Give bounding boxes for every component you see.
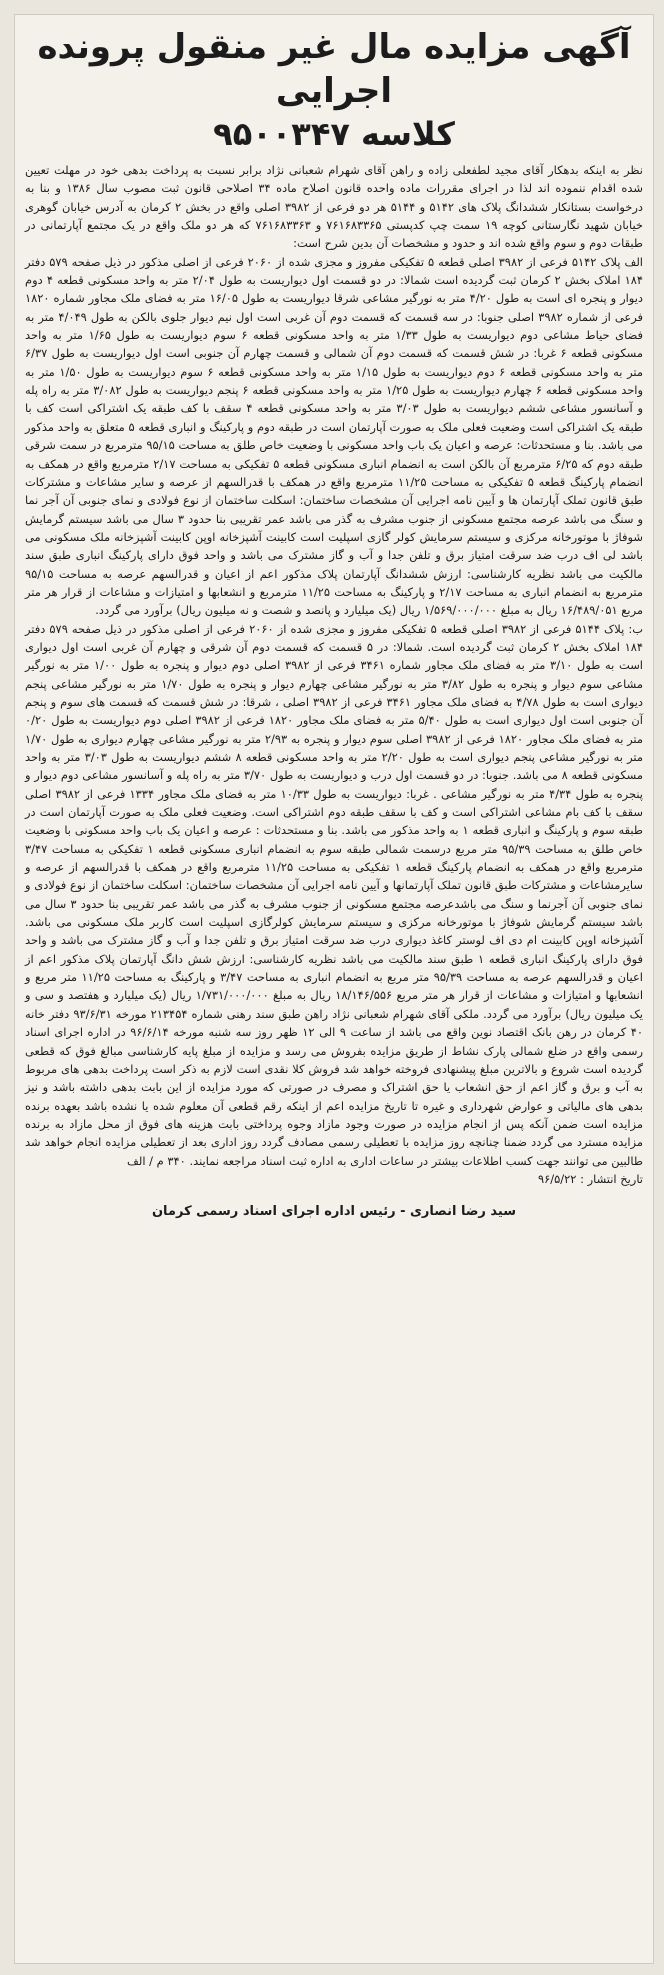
notice-body: [15, 161, 653, 1170]
notice-title: آگهی مزایده مال غیر منقول پرونده اجرایی: [37, 27, 631, 111]
notice-intro-paragraph: نظر به اینکه بدهکار آقای مجید لطفعلی زاده و راهن آقای شهرام شعبانی نژاد برابر نسبت به پرداخت بدهی خود در مهلت تعیین شده اقدام ننموده اند لذا در اجرای مقررات ماده واحده قانون اصلاح ماده ۳۴ اصلاحی قانون ثبت مصوب سال ۱۳۸۶ و بنا به درخواست بستانکار ششدانگ پلاک های ۵۱۴۲ و ۵۱۴۴ هر دو فرعی از ۳۹۸۲ اصلی واقع در بخش ۲ کرمان به آدرس خیابان گوهری خیابان شهید نگارستانی کوچه ۱۹ سمت چپ کدپستی ۷۶۱۶۸۳۳۶۵ و ۷۶۱۶۸۳۳۶۳ که هر دو ملک واقع در یک مجتمع آپارتمانی در طبقات دوم و سوم واقع شده اند و حدود و مشخصات آن بدین شرح است:: [25, 163, 644, 251]
property-b-paragraph: ب: پلاک ۵۱۴۴ فرعی از ۳۹۸۲ اصلی قطعه ۵ تفکیکی مفروز و مجزی شده از ۲۰۶۰ فرعی از اصلی مذکور در ذیل صفحه ۵۷۹ دفتر ۱۸۴ املاک بخش ۲ کرمان ثبت گردیده است. شمالا: در ۵ قسمت که قسمت دوم آن شرقی و چهارم آن غربی است اول دیواری است به طول ۳/۱۰ متر به فضای ملک مجاور شماره ۳۴۶۱ فرعی از ۳۹۸۲ اصلی دوم دیوار و پنجره به طول ۱/۰۰ متر به نورگیر مشاعی سوم دیوار و پنجره به طول ۳/۸۲ متر به نورگیر مشاعی چهارم دیوار و پنجره به طول ۱/۷۰ متر به نورگیر مشاعی پنجم دیواری است به طول ۴/۷۸ به فضای ملک مجاور ۳۴۶۱ فرعی از ۳۹۸۲ اصلی ، شرقا: در شش قسمت که قسمت های سوم و پنجم آن جنوبی است اول دیواری است به طول ۵/۴۰ متر به فضای ملک مجاور ۱۸۲۰ فرعی از ۳۹۸۲ اصلی دوم دیواریست به طول ۰/۲۰ متر به فضای ملک مجاور ۱۸۲۰ فرعی از ۳۹۸۲ اصلی سوم دیوار و پنجره به ۲/۹۳ متر به نورگیر مشاعی چهارم دیواری به طول ۱/۷۰ متر به نورگیر مشاعی پنجم دیواری است به طول ۲/۲۰ متر به واحد مسکونی قطعه ۸ ششم دیواریست به طول ۳/۰۳ متر به واحد مسکونی قطعه ۸ می باشد. جنوبا: در دو قسمت اول درب و دیواریست به طول ۳/۷۰ متر به راه پله و آسانسور مشاعی دوم دیوار و پنجره به طول ۴/۳۴ متر به نورگیر مشاعی . غربا: دیواریست به طول ۱۰/۳۳ متر به فضای ملک مجاور ۱۳۳۴ فرعی از ۳۹۸۲ اصلی سقف با کف بام مشاعی اشتراکی است و کف با سقف طبقه دوم اشتراکی است. وضعیت فعلی ملک به صورت آپارتمان است در طبقه سوم و پارکینگ و انباری قطعه ۱ به واحد مذکور می باشد. بنا و مستحدثات : عرصه و اعیان یک باب واحد مسکونی با وضعیت خاص طلق به مساحت ۹۵/۳۹ متر مربع درسمت شمالی طبقه سوم به انضمام انباری مسکونی قطعه ۱ تفکیکی به مساحت ۳/۴۷ مترمربع واقع در همکف به انضمام پارکینگ قطعه ۱ تفکیکی به مساحت ۱۱/۲۵ مترمربع واقع در همکف با قدرالسهم از عرصه و سایرمشاعات و مشترکات طبق قانون تملک آپارتمانها و آیین نامه اجرایی آن مشخصات ساختمان: اسکلت ساختمان از نوع فولادی و نمای جنوبی آن آجرنما و سنگ می باشدعرصه مجتمع مسکونی از جنوب مشرف به گذر می باشد عمر تقریبی بنا حدود ۳ سال می باشد سیستم گرمایش شوفاژ با موتورخانه مرکزی و سیستم سرمایش کولرگازی اسپلیت است کاربر ملک مسکونی می باشد. آشپزخانه اوپن کابینت ام دی اف لوستر کاغذ دیواری درب ضد سرقت امتیاز برق و تلفن جدا و آب و گاز مشترک می باشد و واحد فوق دارای پارکینگ انباری قطعه ۱ طبق سند مالکیت می باشد نظریه کارشناسی: ارزش شش دانگ آپارتمان پلاک مذکور اعم از اعیان و قدرالسهم عرصه به مساحت ۹۵/۳۹ متر مربع به انضمام انباری به مساحت ۳/۴۷ و پارکینگ به مساحت ۱۱/۲۵ متر مربع و انشعابها و امتیازات و مشاعات از قرار هر متر مربع ۱۸/۱۴۶/۵۵۶ ریال به مبلغ ۱/۷۳۱/۰۰۰/۰۰۰ ریال (یک میلیارد و هفتصد و سی و یک میلیون ریال) برآورد می گردد. ملکی آقای شهرام شعبانی نژاد راهن طبق سند رهنی شماره ۲۱۳۴۵۴ مورخه ۹۳/۶/۳۱ دفتر خانه ۴۰ کرمان در رهن بانک اقتصاد نوین واقع می باشد از ساعت ۹ الی ۱۲ ظهر روز سه شنبه مورخه ۹۶/۶/۱۴ در اداره اجرای اسناد رسمی واقع در ضلع شمالی پارک نشاط از طریق مزایده بفروش می رسد و مزایده از مبلغ پایه کارشناسی مبالغ فوق که قطعی گردیده است شروع و بالاترین مبلغ پیشنهادی فروخته خواهد شد فروش کلا نقدی است لازم به ذکر است پرداخت بدهی های مربوط به آب و برق و گاز اعم از حق انشعاب یا حق اشتراک و مصرف در صورتی که مورد مزایده از این بابت بدهی داشته باشد و نیز بدهی های مالیاتی و عوارض شهرداری و غیره تا تاریخ مزایده اعم از اینکه رقم قطعی آن معلوم شده یا نشده باشد بعهده برنده مزایده است ضمن آنکه پس از انجام مزایده در صورت وجود مازاد وجوه پرداختی بابت هزینه های فوق از محل مازاد به برنده مزایده مسترد می گردد ضمنا چنانچه روز مزایده با تعطیلی رسمی مصادف گردد روز اداری بعد از تعطیلی مزایده انجام خواهد شد طالبین می توانند جهت کسب اطلاعات بیشتر در ساعات اداری به اداره ثبت اسناد مراجعه نمایند. ۳۴۰ م / الف: [25, 621, 644, 1168]
signature-line: سید رضا انصاری - رئیس اداره اجرای اسناد رسمی کرمان: [151, 1203, 517, 1219]
property-a-paragraph: الف پلاک ۵۱۴۲ فرعی از ۳۹۸۲ اصلی قطعه ۵ تفکیکی مفروز و مجزی شده از ۲۰۶۰ فرعی از اصلی مذکور در ذیل صفحه ۵۷۹ دفتر ۱۸۴ املاک بخش ۲ کرمان ثبت گردیده است شمالا: در دو قسمت اول دیواریست به طول ۲/۰۴ متر به واحد مسکونی قطعه ۴ دوم دیوار و پنجره ای است به طول ۴/۲۰ متر به نورگیر مشاعی شرقا دیواریست به طول ۱۶/۰۵ متر به فضای ملک مجاور شماره ۱۸۲۰ فرعی از شماره ۳۹۸۲ اصلی جنوبا: در سه قسمت که قسمت دوم آن غربی است اول نیم دیوار جلوی بالکن به طول ۴/۰۴۹ متر به فضای حیاط مشاعی دوم دیواریست به طول ۱/۳۳ متر به واحد مسکونی قطعه ۶ سوم دیواریست به طول ۱/۶۵ متر به واحد مسکونی قطعه ۶ غربا: در شش قسمت که قسمت دوم آن شمالی و قسمت چهارم آن جنوبی است اول دیواریست به طول ۶/۳۷ متر به واحد مسکونی قطعه ۶ دوم دیواریست به طول ۱/۱۵ متر به واحد مسکونی قطعه ۶ سوم دیواریست به طول ۱/۵۰ متر به واحد مسکونی قطعه ۶ چهارم دیواریست به طول ۱/۲۵ متر به واحد مسکونی قطعه ۶ پنجم دیواریست به طول ۳/۰۸۲ متر به راه پله و آسانسور مشاعی ششم دیواریست به طول ۳/۰۳ متر به واحد مسکونی قطعه ۴ سقف با کف طبقه یک اشتراکی است کف با طبقه یک اشتراکی است وضعیت فعلی ملک به صورت آپارتمان است در طبقه دوم و پارکینگ و انباری قطعه ۵ متعلق به واحد مذکور می باشد. بنا و مستحدثات: عرصه و اعیان یک باب واحد مسکونی با وضعیت خاص طلق به مساحت ۹۵/۱۵ مترمربع در سمت شرقی طبقه دوم که ۶/۲۵ مترمربع آن بالکن است به انضمام انباری مسکونی قطعه ۵ تفکیکی به مساحت ۲/۱۷ مترمربع واقع در همکف به انضمام پارکینگ قطعه ۵ تفکیکی به مساحت ۱۱/۲۵ مترمربع واقع در همکف با قدرالسهم از عرصه و سایر مشاعات و مشترکات طبق قانون تملک آپارتمان ها و آیین نامه اجرایی آن مشخصات ساختمان: اسکلت ساختمان از نوع فولادی و نمای جنوبی آن آجر نما و سنگ می باشد عرصه مجتمع مسکونی از جنوب مشرف به گذر می باشد عمر تقریبی بنا حدود ۳ سال می باشد سیستم گرمایش شوفاژ با موتورخانه مرکزی و سیستم سرمایش کولر گازی اسپلیت است کابینت آشپزخانه اوپن کابینت آشپزخانه ملک مسکونی می باشد لی اف درب ضد سرقت امتیاز برق و تلفن جدا و آب و گاز مشترک می باشد و واحد فوق دارای پارکینگ انباری طبق سند مالکیت می باشد نظریه کارشناسی: ارزش ششدانگ آپارتمان پلاک مذکور اعم از اعیان و قدرالسهم عرصه به مساحت ۹۵/۱۵ مترمربع به انضمام انباری به مساحت ۲/۱۷ و پارکینگ به مساحت ۱۱/۲۵ مترمربع و انشعابها و امتیازات و مشاعات از قرار هر متر مربع ۱۶/۴۸۹/۰۵۱ ریال به مبلغ ۱/۵۶۹/۰۰۰/۰۰۰ ریال (یک میلیارد و پانصد و شصت و نه میلیون ریال) برآورد می گردد.: [25, 254, 644, 618]
publish-date: تاریخ انتشار : ۹۶/۵/۲۲: [538, 1171, 643, 1186]
newspaper-notice-clipping: [14, 14, 654, 1964]
case-number: کلاسه ۹۵۰۰۳۴۷: [213, 115, 455, 153]
